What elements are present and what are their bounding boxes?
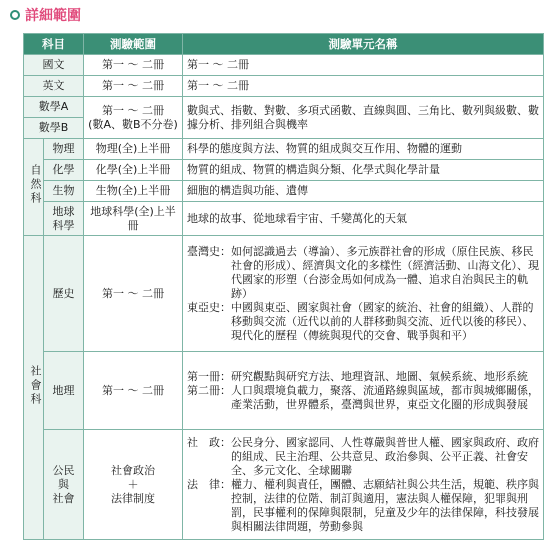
table-row-chinese bbox=[24, 55, 544, 76]
range-line: 法律制度 bbox=[111, 491, 155, 505]
unit-paragraph bbox=[187, 384, 539, 412]
unit-label: 法 律： bbox=[187, 477, 231, 491]
range-cell: 地球科學(全)上半冊 bbox=[84, 202, 183, 236]
range-cell: 第一 ～ 二冊 bbox=[84, 236, 183, 352]
units-cell bbox=[183, 430, 544, 540]
column-header-range: 測驗範圍 bbox=[84, 34, 183, 55]
unit-paragraph bbox=[187, 436, 539, 478]
range-cell: 第一 ～ 二冊 bbox=[84, 55, 183, 76]
range-cell: 化學(全)上半冊 bbox=[84, 160, 183, 181]
subject-cell: 生物 bbox=[44, 181, 84, 202]
subject-cell: 化學 bbox=[44, 160, 84, 181]
range-cell: 物理(全)上半冊 bbox=[84, 139, 183, 160]
unit-label: 社 政： bbox=[187, 435, 231, 449]
table-row-math-a bbox=[24, 97, 544, 118]
range-cell: 第一 ～ 二冊 bbox=[84, 352, 183, 430]
unit-text: 研究觀點與研究方法、地理資訊、地圖、氣候系統、地形系統 bbox=[231, 369, 528, 383]
subject-line: 與 bbox=[58, 477, 69, 491]
units-cell bbox=[183, 352, 544, 430]
subject-cell: 數學A bbox=[24, 97, 84, 118]
units-cell: 科學的態度與方法、物質的組成與交互作用、物體的運動 bbox=[183, 139, 544, 160]
range-cell bbox=[84, 97, 183, 139]
range-cell: 生物(全)上半冊 bbox=[84, 181, 183, 202]
unit-paragraph bbox=[187, 370, 539, 384]
units-cell: 細胞的構造與功能、遺傳 bbox=[183, 181, 544, 202]
exam-range-table bbox=[23, 33, 544, 540]
units-cell: 地球的故事、從地球看宇宙、千變萬化的天氣 bbox=[183, 202, 544, 236]
range-cell: 第一 ～ 二冊 bbox=[84, 76, 183, 97]
subject-cell bbox=[44, 430, 84, 540]
unit-label: 第二冊： bbox=[187, 383, 231, 397]
range-cell bbox=[84, 430, 183, 540]
subject-cell bbox=[44, 202, 84, 236]
group-label: 社會科 bbox=[29, 364, 42, 407]
unit-text: 人口與環境負載力，聚落、流通路線與區域，都市與城鄉關係，產業活動，世界體系，臺灣與世界，東亞文化圈的形成與發展 bbox=[231, 383, 539, 411]
range-line: 社會政治 bbox=[111, 463, 155, 477]
table-row-physics bbox=[24, 139, 544, 160]
subject-cell: 地理 bbox=[44, 352, 84, 430]
group-label: 自然科 bbox=[29, 164, 42, 206]
unit-paragraph bbox=[187, 478, 539, 534]
unit-text: 中國與東亞、國家與社會（國家的統治、社會的組織）、人群的移動與交流（近代以前的人群移動與交流、近代以後的移民）、現代化的歷程（傳統與現代的交會、戰爭與和平） bbox=[231, 300, 534, 342]
units-cell: 數與式、指數、對數、多項式函數、直線與圓、三角比、數列與級數、數據分析、排列組合與機率 bbox=[183, 97, 544, 139]
subject-line: 公民 bbox=[52, 463, 75, 477]
subject-line: 社會 bbox=[52, 491, 75, 505]
subject-cell: 國文 bbox=[24, 55, 84, 76]
subject-cell: 數學B bbox=[24, 118, 84, 139]
range-line: ＋ bbox=[127, 477, 139, 491]
units-cell: 第一 ～ 二冊 bbox=[183, 76, 544, 97]
table-row-english bbox=[24, 76, 544, 97]
subject-line: 地球 bbox=[52, 204, 75, 218]
column-header-subject: 科目 bbox=[24, 34, 84, 55]
table-row-chemistry bbox=[24, 160, 544, 181]
range-line: 第一 ～ 二冊 bbox=[102, 103, 164, 117]
unit-label: 臺灣史： bbox=[187, 244, 231, 258]
unit-text: 權力、權利與責任，團體、志願結社與公共生活，規範、秩序與控制，法律的位階、制訂與適用，憲法與人權保障，犯罪與刑罰，民事權利的保障與限制，兒童及少年的法律保障，科技發展與相關法律問題，勞動參與 bbox=[231, 477, 539, 533]
table-row-geography bbox=[24, 352, 544, 430]
range-line: (數A、數B不分卷) bbox=[88, 117, 178, 131]
subject-cell: 物理 bbox=[44, 139, 84, 160]
units-cell: 第一 ～ 二冊 bbox=[183, 55, 544, 76]
subject-cell: 歷史 bbox=[44, 236, 84, 352]
unit-label: 東亞史： bbox=[187, 300, 231, 314]
unit-paragraph bbox=[187, 245, 539, 301]
unit-paragraph bbox=[187, 301, 539, 343]
subject-line: 科學 bbox=[52, 218, 75, 232]
section-heading bbox=[10, 4, 81, 26]
heading-text: 詳細範圍 bbox=[25, 8, 81, 24]
column-header-units: 測驗單元名稱 bbox=[183, 34, 544, 55]
group-social bbox=[24, 236, 44, 540]
units-cell: 物質的組成、物質的構造與分類、化學式與化學計量 bbox=[183, 160, 544, 181]
table-row-biology bbox=[24, 181, 544, 202]
unit-text: 公民身分、國家認同、人性尊嚴與普世人權、國家與政府、政府的組成、民主治理、公共意見、政治參與、公平正義、社會安全、多元文化、全球關聯 bbox=[231, 435, 539, 477]
table-row-history bbox=[24, 236, 544, 352]
table-row-civics bbox=[24, 430, 544, 540]
table-header-row bbox=[24, 34, 544, 55]
group-science bbox=[24, 139, 44, 236]
unit-text: 如何認識過去（導論）、多元族群社會的形成（原住民族、移民社會的形成）、經濟與文化的多樣性（經濟活動、山海文化）、現代國家的形塑（台澎金馬如何成為一體、追求自治與民主的軌跡） bbox=[231, 244, 539, 300]
subject-cell: 英文 bbox=[24, 76, 84, 97]
units-cell bbox=[183, 236, 544, 352]
unit-label: 第一冊： bbox=[187, 369, 231, 383]
circle-bullet-icon bbox=[10, 10, 20, 20]
table-row-earth-science bbox=[24, 202, 544, 236]
